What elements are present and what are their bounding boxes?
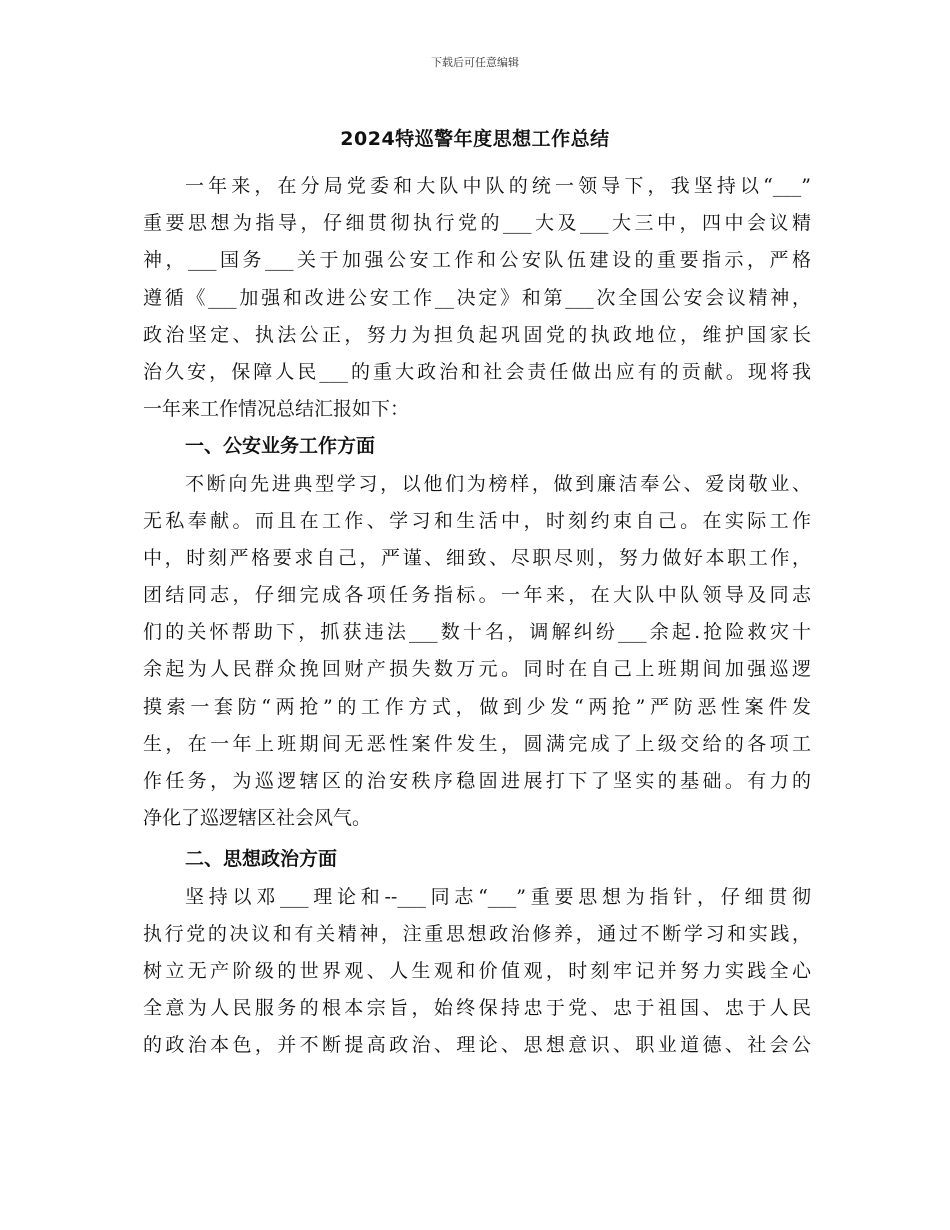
text-line: 净化了巡逻辖区社会风气。 (143, 807, 372, 830)
text-line: 摸索一套防“两抢”的工作方式，做到少发“两抢”严防恶性案件发 (143, 695, 811, 718)
business-paragraph (143, 466, 811, 838)
text-line: 一年来工作情况总结汇报如下： (143, 398, 410, 421)
text-line: 政治坚定、执法公正，努力为担负起巩固党的执政地位，维护国家长 (143, 323, 811, 346)
text-line: 执行党的决议和有关精神，注重思想政治修养，通过不断学习和实践， (143, 922, 811, 945)
text-line: 遵循《___加强和改进公安工作__决定》和第___次全国公安会议精神， (143, 286, 811, 309)
text-line: 生，在一年上班期间无恶性案件发生，圆满完成了上级交给的各项工 (143, 732, 811, 755)
header-note: 下载后可任意编辑 (431, 56, 519, 69)
text-line: 树立无产阶级的世界观、人生观和价值观，时刻牢记并努力实践全心 (143, 959, 811, 982)
text-line: 余起为人民群众挽回财产损失数万元。同时在自己上班期间加强巡逻 (143, 658, 811, 681)
text-line: 无私奉献。而且在工作、学习和生活中，时刻约束自己。在实际工作 (143, 509, 811, 532)
text-line: 们的关怀帮助下，抓获违法___数十名，调解纠纷___余起.抢险救灾十 (143, 621, 811, 644)
text-line: 全意为人民服务的根本宗旨，始终保持忠于党、忠于祖国、忠于人民 (143, 997, 811, 1020)
document-body (143, 168, 811, 1065)
intro-paragraph (143, 168, 811, 428)
text-line: 一年来，在分局党委和大队中队的统一领导下，我坚持以“___” (185, 175, 811, 197)
text-line: 神，___国务___关于加强公安工作和公安队伍建设的重要指示，严格 (143, 249, 811, 272)
text-line: 不断向先进典型学习，以他们为榜样，做到廉洁奉公、爱岗敬业、 (185, 472, 811, 495)
text-line: 治久安，保障人民___的重大政治和社会责任做出应有的贡献。现将我 (143, 360, 811, 383)
text-line: 坚持以邓___理论和--___同志“___”重要思想为指针，仔细贯彻 (185, 885, 811, 908)
document-title: 2024特巡警年度思想工作总结 (340, 128, 610, 150)
text-line: 作任务，为巡逻辖区的治安秩序稳固进展打下了坚实的基础。有力的 (143, 770, 811, 792)
politics-paragraph (143, 879, 811, 1065)
text-line: 团结同志，仔细完成各项任务指标。一年来，在大队中队领导及同志 (143, 584, 811, 607)
text-line: 的政治本色，并不断提高政治、理论、思想意识、职业道德、社会公 (143, 1034, 811, 1057)
section-heading-business: 一、公安业务工作方面 (185, 435, 376, 458)
section-heading-politics: 二、思想政治方面 (185, 848, 338, 871)
text-line: 中，时刻严格要求自己，严谨、细致、尽职尽则，努力做好本职工作， (143, 546, 811, 569)
text-line: 重要思想为指导，仔细贯彻执行党的___大及___大三中，四中会议精 (143, 212, 811, 235)
